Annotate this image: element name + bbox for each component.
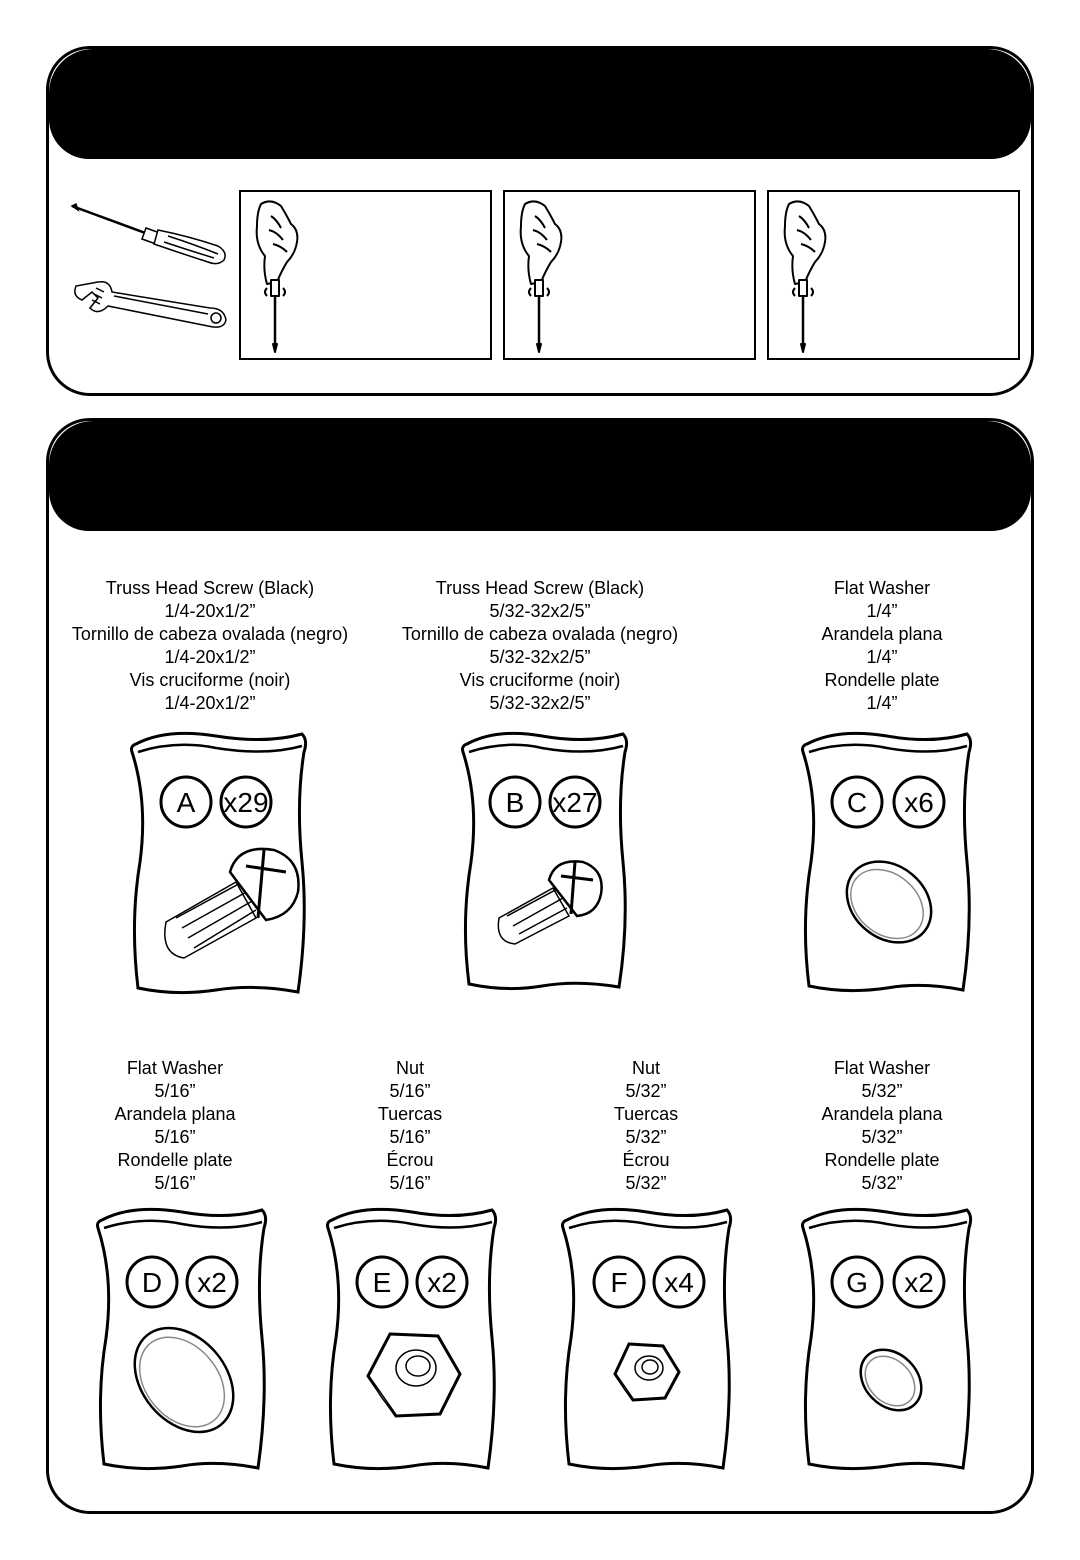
part-e-letter: E [372, 1267, 392, 1298]
tool-box-1 [239, 190, 492, 360]
tools-panel-header [49, 49, 1031, 159]
part-a-label: Truss Head Screw (Black) 1/4-20x1/2” Tornillo de cabeza ovalada (negro) 1/4-20x1/2” Vis cruciforme (noir) 1/4-20x1/2” [71, 578, 349, 713]
part-f-label: Nut 5/32” Tuercas 5/32” Écrou 5/32” [613, 1058, 679, 1193]
part-g-label: Flat Washer 5/32” Arandela plana 5/32” Rondelle plate 5/32” [821, 1058, 943, 1193]
tool-box-2 [503, 190, 756, 360]
part-a-qty: x29 [223, 787, 269, 818]
part-c-letter: C [846, 787, 868, 818]
part-d-label: Flat Washer 5/16” Arandela plana 5/16” Rondelle plate 5/16” [114, 1058, 236, 1193]
part-b-bag [457, 722, 632, 997]
part-f-letter: F [610, 1267, 628, 1298]
part-d-letter: D [141, 1267, 163, 1298]
tool-box-3 [767, 190, 1020, 360]
part-g-letter: G [846, 1267, 868, 1298]
part-c-label: Flat Washer 1/4” Arandela plana 1/4” Rondelle plate 1/4” [821, 578, 943, 713]
tools-illustration [68, 196, 233, 356]
part-e-qty: x2 [427, 1267, 457, 1298]
part-b-qty: x27 [552, 787, 598, 818]
part-g-bag [797, 1198, 977, 1478]
part-g-qty: x2 [904, 1267, 934, 1298]
part-e-label: Nut 5/16” Tuercas 5/16” Écrou 5/16” [377, 1058, 443, 1193]
part-c-bag [797, 722, 977, 997]
adjustable-wrench-icon [75, 282, 226, 327]
part-d-qty: x2 [197, 1267, 227, 1298]
hand-holding-screwdriver-icon [775, 196, 855, 356]
hand-holding-screwdriver-icon [247, 196, 327, 356]
part-d-bag [92, 1198, 272, 1478]
part-f-qty: x4 [664, 1267, 694, 1298]
part-b-label: Truss Head Screw (Black) 5/32-32x2/5” Tornillo de cabeza ovalada (negro) 5/32-32x2/5” Vis cruciforme (noir) 5/32-32x2/5” [401, 578, 679, 713]
part-b-letter: B [505, 787, 525, 818]
hardware-panel-header [49, 421, 1031, 531]
part-e-bag [322, 1198, 502, 1478]
phillips-screwdriver-icon [72, 204, 225, 264]
part-f-bag [557, 1198, 737, 1478]
part-a-bag [126, 722, 311, 1002]
hand-holding-screwdriver-icon [511, 196, 591, 356]
part-a-letter: A [176, 787, 196, 818]
part-c-qty: x6 [904, 787, 934, 818]
